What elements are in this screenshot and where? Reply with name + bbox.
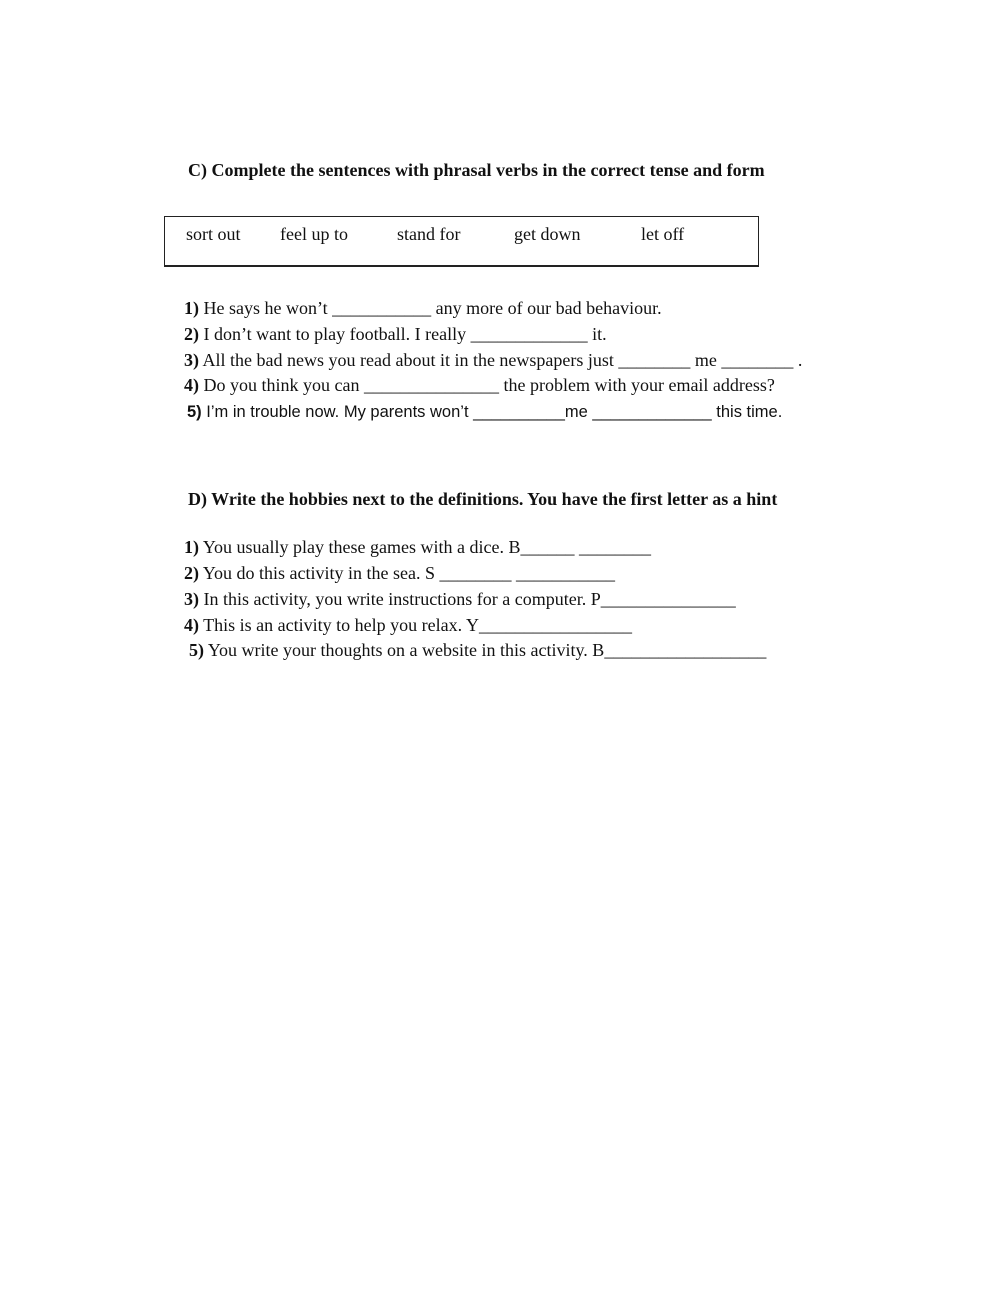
- item-number: 4): [184, 375, 199, 395]
- section-d-heading: D) Write the hobbies next to the definitions. You have the first letter as a hint: [188, 489, 778, 509]
- item-number: 3): [184, 589, 199, 609]
- word-bank-item: feel up to: [280, 224, 348, 244]
- item-number: 1): [184, 537, 199, 557]
- item-text: You do this activity in the sea. S ________ ___________: [199, 563, 616, 583]
- item-number: 2): [184, 324, 199, 344]
- item-number: 1): [184, 298, 199, 318]
- item-text: All the bad news you read about it in the newspapers just ________ me ________ .: [199, 350, 803, 370]
- word-bank-box: [164, 216, 759, 267]
- word-bank-item: get down: [514, 224, 581, 244]
- word-bank-item: stand for: [397, 224, 461, 244]
- item-number: 4): [184, 615, 199, 635]
- section-d-item-1: [184, 536, 651, 558]
- item-number: 2): [184, 563, 199, 583]
- section-c-item-3: [184, 349, 802, 371]
- item-text: Do you think you can _______________ the problem with your email address?: [199, 375, 775, 395]
- section-c-item-4: [184, 374, 775, 396]
- item-number: 5): [189, 640, 204, 660]
- section-c-item-1: [184, 297, 662, 319]
- item-text: In this activity, you write instructions for a computer. P_______________: [199, 589, 736, 609]
- word-bank-item: sort out: [186, 224, 241, 244]
- section-d-item-2: [184, 562, 615, 584]
- section-c-heading: C) Complete the sentences with phrasal verbs in the correct tense and form: [188, 160, 765, 180]
- item-number: 5): [187, 403, 202, 421]
- section-d-item-5: [189, 639, 766, 661]
- item-text: You usually play these games with a dice. B______ ________: [199, 537, 651, 557]
- section-c-item-2: [184, 323, 607, 345]
- item-number: 3): [184, 350, 199, 370]
- section-d-item-4: [184, 614, 632, 636]
- item-text: This is an activity to help you relax. Y_________________: [199, 615, 632, 635]
- section-d-item-3: [184, 588, 736, 610]
- item-text: He says he won’t ___________ any more of our bad behaviour.: [199, 298, 662, 318]
- word-bank-item: let off: [641, 224, 685, 244]
- item-text: I’m in trouble now. My parents won’t __________me _____________ this time.: [201, 403, 783, 421]
- item-text: You write your thoughts on a website in this activity. B__________________: [204, 640, 767, 660]
- section-c-item-5: [187, 401, 782, 423]
- item-text: I don’t want to play football. I really _____________ it.: [199, 324, 607, 344]
